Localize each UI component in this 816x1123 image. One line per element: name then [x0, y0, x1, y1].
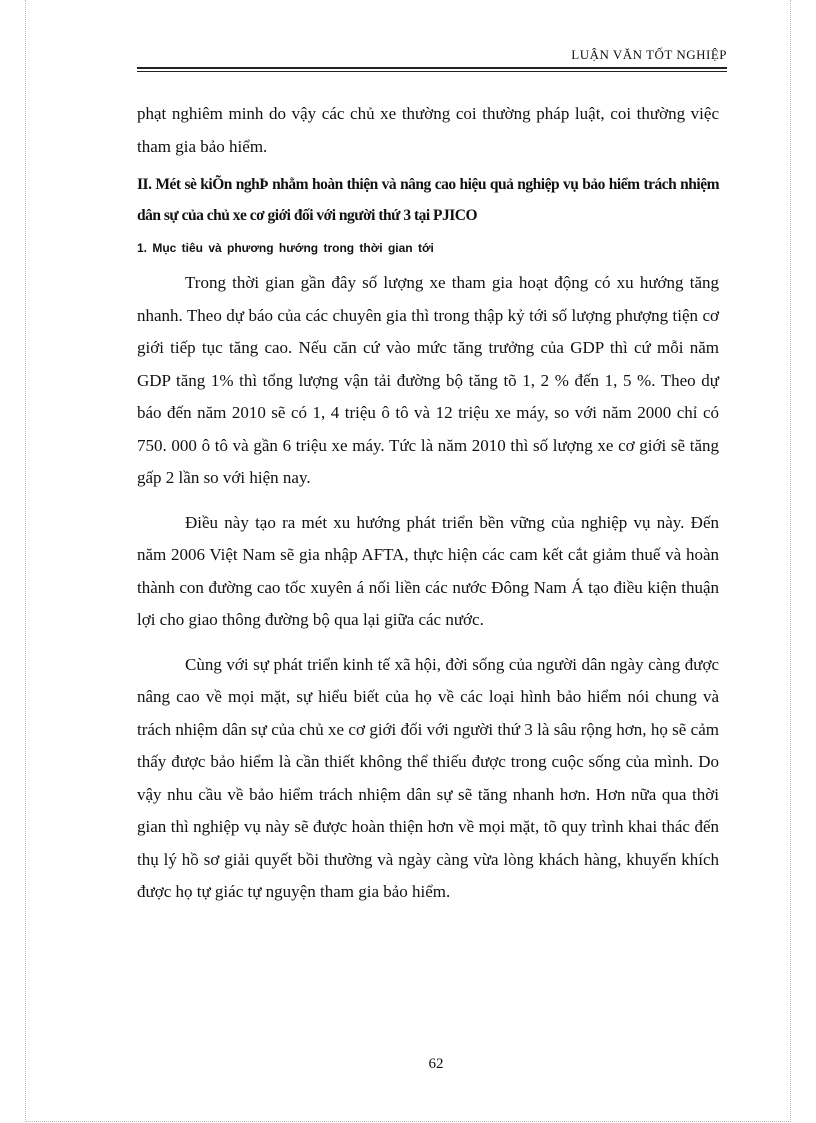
- header-rule-thick: [137, 67, 727, 69]
- running-header: LUẬN VĂN TỐT NGHIỆP: [571, 47, 727, 62]
- body-paragraph-2: Điều này tạo ra mét xu hướng phát triển bền vững của nghiệp vụ này. Đến năm 2006 Việt Nam sẽ gia nhập AFTA, thực hiện các cam kết cắt giảm thuế và hoàn thành con đường cao tốc xuyên á nối liền các nước Đông Nam Á tạo điều kiện thuận lợi cho giao thông đường bộ qua lại giữa các nước.: [137, 512, 719, 629]
- page-number: 62: [428, 1056, 444, 1072]
- subsection-heading: 1. Mục tiêu và phương hướng trong thời gian tới: [137, 241, 434, 255]
- header-rule-thin: [137, 71, 727, 72]
- continued-paragraph: phạt nghiêm minh do vậy các chủ xe thường coi thường pháp luật, coi thường việc tham gia bảo hiểm.: [137, 104, 719, 156]
- section-heading: II. Mét sè kiÕn nghÞ nhằm hoàn thiện và nâng cao hiệu quả nghiệp vụ bảo hiểm trách nhiệm dân sự của chủ xe cơ giới đối với người thứ 3 tại PJICO: [137, 176, 719, 224]
- body-paragraph-3: Cùng với sự phát triển kinh tế xã hội, đời sống của người dân ngày càng được nâng cao về mọi mặt, sự hiểu biết của họ về các loại hình bảo hiểm nói chung và trách nhiệm dân sự của chủ xe cơ giới đối với người thứ 3 là sâu rộng hơn, họ sẽ cảm thấy được bảo hiểm là cần thiết không thể thiếu được trong cuộc sống của mình. Do vậy nhu cầu về bảo hiểm trách nhiệm dân sự sẽ tăng nhanh hơn. Hơn nữa qua thời gian thì nghiệp vụ này sẽ được hoàn thiện hơn về mọi mặt, tõ quy trình khai thác đến thụ lý hồ sơ giải quyết bồi thường và ngày càng vừa lòng khách hàng, khuyến khích được họ tự giác tự nguyện tham gia bảo hiểm.: [137, 654, 719, 901]
- body-paragraph-1: Trong thời gian gần đây số lượng xe tham gia hoạt động có xu hướng tăng nhanh. Theo dự báo của các chuyên gia thì trong thập kỷ tới số lượng phượng tiện cơ giới tiếp tục tăng cao. Nếu căn cứ vào mức tăng trưởng của GDP thì cứ mỗi năm GDP tăng 1% thì tổng lượng vận tải đường bộ tăng tõ 1, 2 % đến 1, 5 %. Theo dự báo đến năm 2010 sẽ có 1, 4 triệu ô tô và 12 triệu xe máy, so với năm 2000 chỉ có 750. 000 ô tô và gần 6 triệu xe máy. Tức là năm 2010 thì số lượng xe cơ giới sẽ tăng gấp 2 lần so với hiện nay.: [137, 273, 719, 487]
- page-content: [137, 98, 719, 909]
